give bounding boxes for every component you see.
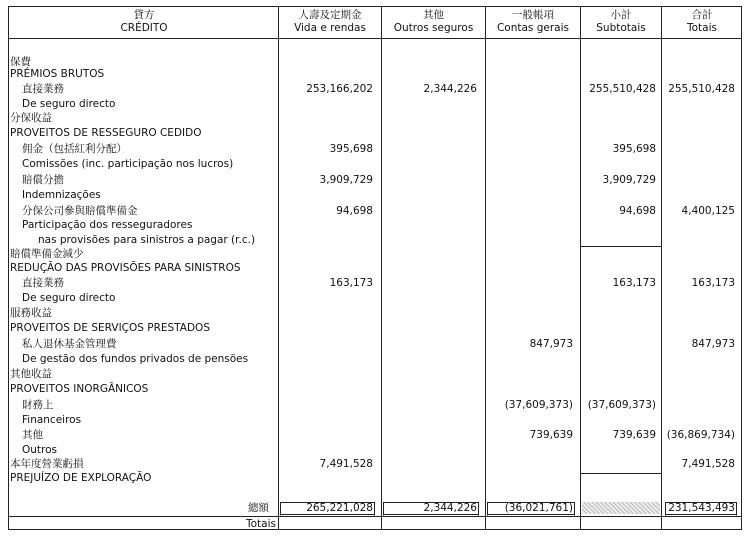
header-col-pt: Outros seguros [393, 22, 474, 34]
header-col-pt: Totais [687, 22, 717, 34]
row-label: 本年度營業虧損 [10, 458, 84, 470]
column-divider [278, 6, 279, 530]
cell-subtotal: 739,639 [612, 429, 656, 441]
row-label: Indemnizações [22, 189, 101, 201]
cell-total: 4,400,125 [681, 205, 735, 217]
header-col-outros [382, 9, 485, 35]
row-label: 佣金（包括紅利分配） [22, 143, 127, 155]
cell-contas: 739,639 [529, 429, 573, 441]
cell-total: 847,973 [691, 338, 735, 350]
total-contas: (36,021,761) [504, 502, 573, 514]
row-label: Outros [22, 444, 58, 456]
row-label: 財務上 [22, 399, 54, 411]
cell-contas: (37,609,373) [504, 399, 573, 411]
cell-vida: 3,909,729 [319, 174, 373, 186]
header-col-zh: 人壽及定期金 [298, 9, 362, 21]
subtotal-rule [581, 473, 661, 474]
cell-vida: 94,698 [336, 205, 373, 217]
cell-subtotal: 255,510,428 [589, 83, 656, 95]
total-outros: 2,344,226 [423, 502, 477, 514]
totals-label-zh: 總額 [248, 502, 269, 514]
header-col-pt: Subtotais [596, 22, 646, 34]
row-label: PROVEITOS INORGÂNICOS [10, 383, 149, 395]
row-label: 保費 [10, 56, 31, 68]
header-col-zh: 一般帳項 [512, 9, 554, 21]
header-col-subtotais [581, 9, 661, 35]
column-divider [381, 6, 382, 530]
row-label: REDUÇÃO DAS PROVISÕES PARA SINISTROS [10, 262, 241, 274]
total-vida: 265,221,028 [306, 502, 373, 514]
header-col-zh: 小計 [610, 9, 632, 21]
cell-total: (36,869,734) [666, 429, 735, 441]
cell-subtotal: 94,698 [619, 205, 656, 217]
header-credit-pt: CRÉDITO [120, 22, 168, 34]
row-label: 私人退休基金管理費 [22, 338, 117, 350]
header-divider [8, 38, 742, 39]
row-label: 分保公司參與賠償準備金 [22, 205, 138, 217]
row-label: PROVEITOS DE SERVIÇOS PRESTADOS [10, 322, 210, 334]
total-totais: 231,543,493 [668, 502, 735, 514]
cell-subtotal: 395,698 [612, 143, 656, 155]
row-label: 分保收益 [10, 112, 52, 124]
cell-subtotal: 3,909,729 [602, 174, 656, 186]
cell-vida: 163,173 [329, 277, 373, 289]
row-label: 其他收益 [10, 368, 52, 380]
row-label: 直接業務 [22, 83, 64, 95]
row-label: De gestão dos fundos privados de pensões [22, 353, 249, 365]
cell-vida: 395,698 [329, 143, 373, 155]
row-label: 賠償準備金減少 [10, 248, 84, 260]
cell-total: 7,491,528 [681, 458, 735, 470]
header-credit [10, 9, 278, 35]
row-label: PROVEITOS DE RESSEGURO CEDIDO [10, 127, 202, 139]
column-divider [485, 6, 486, 530]
row-label: 服務收益 [10, 307, 52, 319]
row-label: 賠償分擔 [22, 174, 64, 186]
row-label: De seguro directo [22, 292, 116, 304]
row-label: nas provisões para sinistros a pagar (r.c.) [38, 234, 256, 246]
cell-outros: 2,344,226 [423, 83, 477, 95]
header-col-pt: Vida e rendas [294, 22, 366, 34]
row-label: Financeiros [22, 414, 82, 426]
row-label: Comissões (inc. participação nos lucros) [22, 158, 234, 170]
totals-divider [8, 516, 742, 517]
row-label: Participação dos resseguradores [22, 219, 193, 231]
header-credit-zh: 貸方 [133, 9, 155, 21]
cell-subtotal: 163,173 [612, 277, 656, 289]
cell-subtotal: (37,609,373) [587, 399, 656, 411]
subtotal-rule [581, 246, 661, 247]
header-col-contas [486, 9, 580, 35]
row-label: 其他 [22, 429, 43, 441]
cell-contas: 847,973 [529, 338, 573, 350]
column-divider [580, 6, 581, 530]
header-col-zh: 合計 [691, 9, 713, 21]
header-col-zh: 其他 [423, 9, 444, 21]
totals-label-pt: Totais [246, 518, 276, 530]
header-col-totais [662, 9, 742, 35]
cell-total: 163,173 [691, 277, 735, 289]
column-divider [661, 6, 662, 530]
row-label: PREJUÍZO DE EXPLORAÇÃO [10, 472, 152, 484]
row-label: PRÉMIOS BRUTOS [10, 68, 105, 80]
row-label: 直接業務 [22, 277, 64, 289]
subtotal-shaded-cell [582, 502, 660, 514]
header-col-pt: Contas gerais [496, 22, 570, 34]
cell-vida: 7,491,528 [319, 458, 373, 470]
cell-vida: 253,166,202 [306, 83, 373, 95]
header-col-vida [279, 9, 381, 35]
cell-total: 255,510,428 [668, 83, 735, 95]
row-label: De seguro directo [22, 98, 116, 110]
